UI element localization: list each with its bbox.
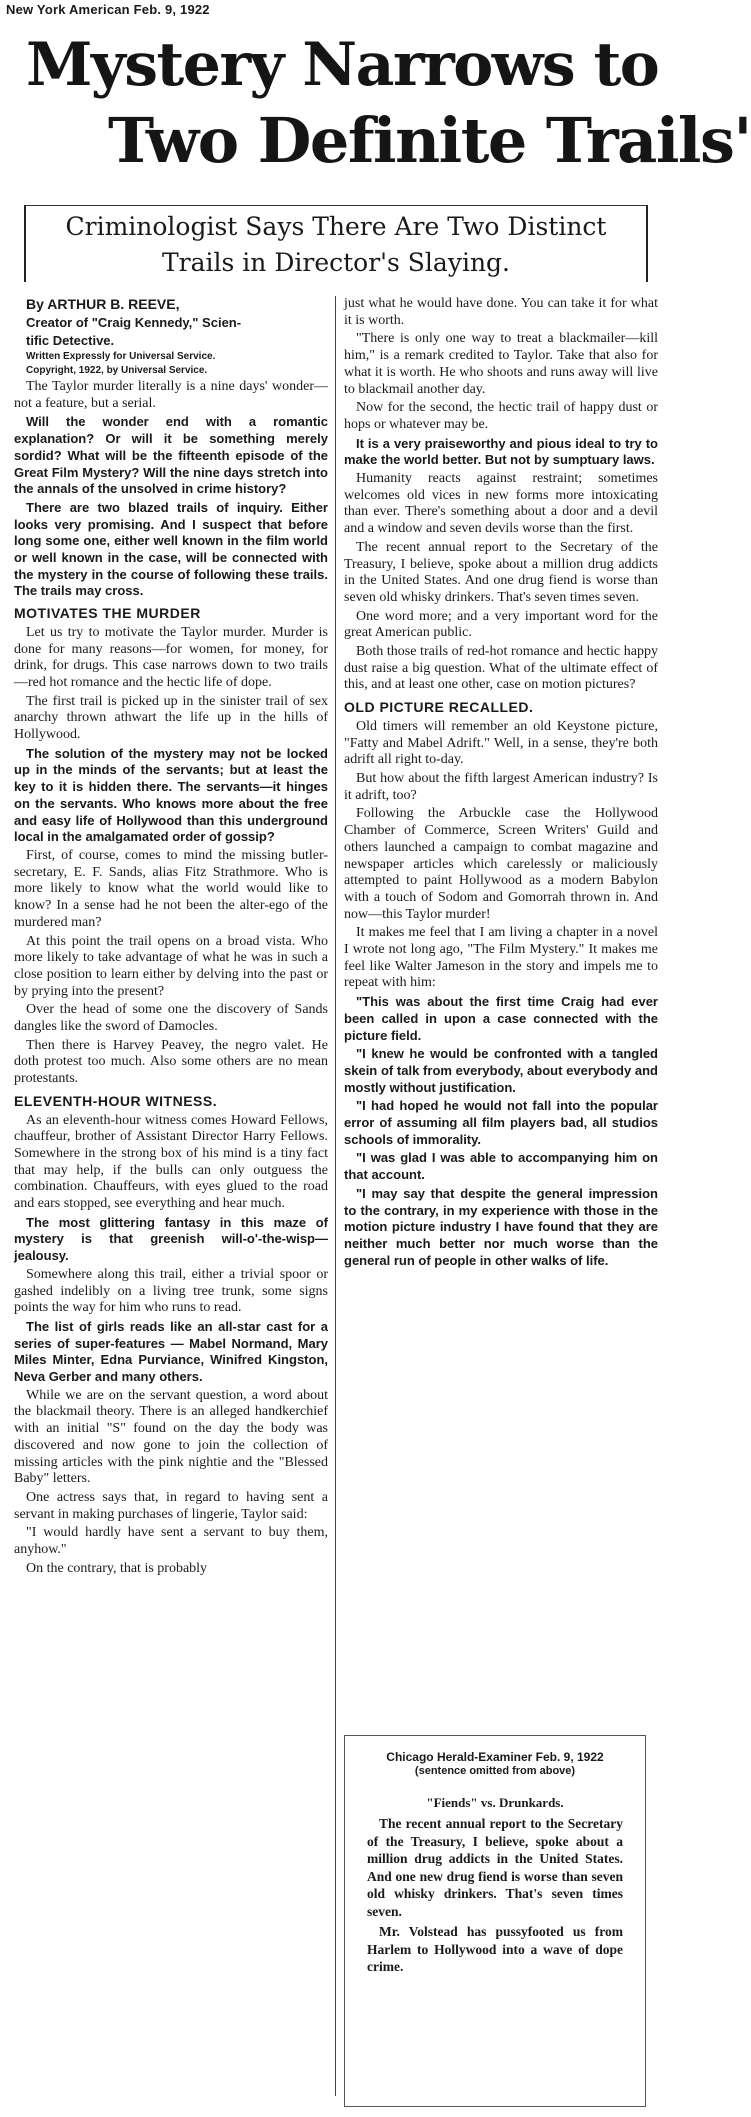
- left-column: [14, 296, 328, 1580]
- paragraph: "I had hoped he would not fall into the popular error of assuming all film players bad, all studios schools of immorality.: [344, 1098, 658, 1147]
- paragraph: The most glittering fantasy in this maze of mystery is that greenish will-o'-the-wisp—jealousy.: [14, 1214, 328, 1264]
- section-heading: OLD PICTURE RECALLED.: [344, 699, 534, 716]
- clipping-body: [345, 1811, 645, 1976]
- paragraph: The solution of the mystery may not be locked up in the minds of the servants; but at least the key to it is hidden there. The servants—it hinges on the servants. Who knows more about the free and easy life of Hollywood than this underground local in the amalgamated order of gossip?: [14, 745, 328, 845]
- subheadline-line-1: Criminologist Says There Are Two Distinct: [65, 212, 607, 241]
- paragraph: The Taylor murder literally is a nine days' wonder—not a feature, but a serial.: [14, 379, 328, 411]
- paragraph: just what he would have done. You can take it for what it is worth.: [344, 296, 658, 328]
- paragraph: While we are on the servant question, a word about the blackmail theory. There is an alleged handkerchief with an initial "S" found on the day the body was discovered and now gone to join the collection of missing articles with the pink nightie and the "Blessed Baby" letters.: [14, 1387, 328, 1487]
- paragraph: Old timers will remember an old Keystone picture, "Fatty and Mabel Adrift." Well, in a sense, they're both adrift all right to-day.: [344, 718, 658, 768]
- clipping-heading: "Fiends" vs. Drunkards.: [426, 1795, 564, 1810]
- paragraph: It is a very praiseworthy and pious ideal to try to make the world better. But not by sumptuary laws.: [344, 435, 658, 468]
- byline-title-1: Creator of "Craig Kennedy," Scien-: [26, 315, 242, 330]
- paragraph: First, of course, comes to mind the missing butler-secretary, E. F. Sands, alias Fitz Strathmore. Who is more likely to know what the world would like to know? In a sense had he not been the alter-ego of the murdered man?: [14, 847, 328, 930]
- paragraph: "I would hardly have sent a servant to buy them, anyhow.": [14, 1525, 328, 1558]
- paragraph: "This was about the first time Craig had ever been called in upon a case connected with the picture field.: [344, 994, 658, 1043]
- paragraph: There are two blazed trails of inquiry. Either looks very promising. And I suspect that before long some one, either well known in the film world or well known in the case, will be connected with the mystery in the course of following these trails. The trails may cross.: [14, 499, 328, 599]
- paragraph: Now for the second, the hectic trail of happy dust or hops or whatever may be.: [344, 400, 658, 432]
- paragraph: "I was glad I was able to accompanying him on that account.: [344, 1150, 658, 1183]
- right-column: [344, 296, 658, 1271]
- clipping-paragraph: The recent annual report to the Secretary of the Treasury, I believe, spoke about a million drug addicts in the United States. And one new drug fiend is worse than seven old whisky drinkers. That's seven times seven.: [367, 1816, 623, 1919]
- paragraph: "I may say that despite the general impression to the contrary, in my experience with those in the motion picture industry I have found that they are neither much better nor much worse than the general run of people in other walks of life.: [344, 1185, 658, 1268]
- clipping-paragraph: Mr. Volstead has pussyfooted us from Harlem to Hollywood into a wave of dope crime.: [367, 1924, 623, 1974]
- paragraph: At this point the trail opens on a broad vista. Who more likely to take advantage of what he was in such a close position to learn either by delving into the past or by prying into the present?: [14, 933, 328, 999]
- paragraph: Over the head of some one the discovery of Sands dangles like the sword of Damocles.: [14, 1002, 328, 1035]
- section-heading: ELEVENTH-HOUR WITNESS.: [14, 1092, 218, 1109]
- inset-clipping: [344, 1735, 646, 2107]
- byline-credit-2: Copyright, 1922, by Universal Service.: [26, 365, 208, 376]
- paragraph: "There is only one way to treat a blackmailer—kill him," is a remark credited to Taylor. Take that also for what it is worth. He who shoots and runs away will live to blackmail another day.: [344, 331, 658, 397]
- clipping-source: Chicago Herald-Examiner Feb. 9, 1922: [386, 1750, 604, 1764]
- paragraph: It makes me feel that I am living a chapter in a novel I wrote not long ago, "The Film Mystery." It makes me feel like Walter Jameson in the story and impels me to repeat with him:: [344, 925, 658, 991]
- byline-title-2: tific Detective.: [26, 333, 115, 348]
- paragraph: The recent annual report to the Secretary of the Treasury, I believe, spoke about a million drug addicts in the United States. And one drug fiend is worse than seven old whisky drinkers. That's seven times seven.: [344, 539, 658, 605]
- paragraph: One actress says that, in regard to having sent a servant in making purchases of lingerie, Taylor said:: [14, 1490, 328, 1522]
- paragraph: Somewhere along this trail, either a trivial spoor or gashed indelibly on a living tree trunk, some signs points the way for him who runs to read.: [14, 1266, 328, 1316]
- byline-credit-1: Written Expressly for Universal Service.: [26, 351, 216, 362]
- headline-line-2: Two Definite Trails': [108, 104, 751, 177]
- paragraph: As an eleventh-hour witness comes Howard Fellows, chauffeur, brother of Assistant Director Harry Fellows. Somewhere in the strong box of his mind is a tiny fact that may help, if the bulls can only outguess the combination. Chauffeurs, with eyes glued to the road and ears stopped, see everything and hear much.: [14, 1112, 328, 1212]
- paragraph: Will the wonder end with a romantic explanation? Or will it be something merely sordid? What will be the fifteenth episode of the Great Film Mystery? Will the nine days stretch into the annals of the unsolved in crime history?: [14, 414, 328, 497]
- paragraph: On the contrary, that is probably: [26, 1560, 208, 1576]
- paragraph: Let us try to motivate the Taylor murder. Murder is done for many reasons—for women, for money, for drink, for drugs. This case narrows down to two trails—red hot romance and the hectic life of dope.: [14, 624, 328, 690]
- paragraph: One word more; and a very important word for the great American public.: [344, 608, 658, 641]
- paragraph: Humanity reacts against restraint; sometimes welcomes old vices in new forms more intoxicating than ever. There's something about a door and a devil and a window and seven devils worse than the first.: [344, 471, 658, 537]
- paragraph: Both those trails of red-hot romance and hectic happy dust raise a big question. What of the ultimate effect of this, and at least one other, case on motion pictures?: [344, 644, 658, 693]
- paragraph: Then there is Harvey Peavey, the negro valet. He doth protest too much. Also some others are no mean protestants.: [14, 1037, 328, 1087]
- headline-line-1: Mystery Narrows to: [26, 30, 659, 100]
- paragraph: But how about the fifth largest American industry? Is it adrift, too?: [344, 770, 658, 803]
- subheadline-box: [24, 205, 648, 282]
- source-line: New York American Feb. 9, 1922: [6, 2, 210, 17]
- paragraph: "I knew he would be confronted with a tangled skein of talk from everybody, about everybody and mostly without justification.: [344, 1046, 658, 1095]
- clipping-note: (sentence omitted from above): [414, 1765, 576, 1777]
- column-divider: [335, 296, 336, 2096]
- byline-author: By ARTHUR B. REEVE,: [26, 296, 180, 312]
- paragraph: The list of girls reads like an all-star cast for a series of super-features — Mabel Normand, Mary Miles Minter, Edna Purviance, Winifred Kingston, Neva Gerber and many others.: [14, 1318, 328, 1385]
- paragraph: The first trail is picked up in the sinister trail of sex anarchy thrown athwart the life up in the hills of Hollywood.: [14, 693, 328, 743]
- subheadline-line-2: Trails in Director's Slaying.: [161, 248, 511, 277]
- paragraph: Following the Arbuckle case the Hollywood Chamber of Commerce, Screen Writers' Guild and others launched a campaign to combat magazine and newspaper articles which carelessly or maliciously attempted to paint Hollywood as a modern Babylon with a touch of Sodom and Gomorrah thrown in. And now—this Taylor murder!: [344, 806, 658, 922]
- section-heading: MOTIVATES THE MURDER: [14, 605, 201, 622]
